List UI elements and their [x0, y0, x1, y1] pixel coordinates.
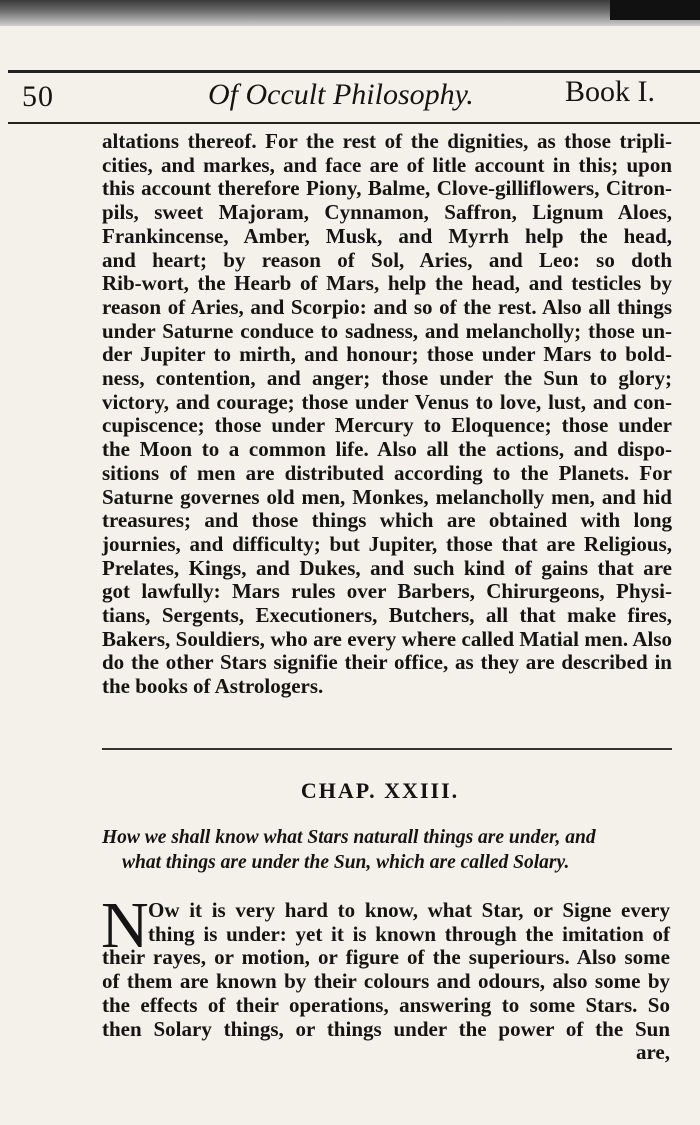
text-line: pils, sweet Majoram, Cynnamon, Saffron, Lignum Aloes,	[102, 200, 672, 225]
chapter-title: CHAP. XXIII.	[300, 778, 460, 803]
chapter-summary	[102, 825, 672, 875]
text-line: Ow it is very hard to know, what Star, or Signe every	[148, 898, 670, 922]
text-line: cities, and markes, and face are of litle account in this; upon	[102, 152, 672, 177]
summary-line: How we shall know what Stars naturall things are under, and	[102, 827, 596, 848]
text-line: treasures; and those things which are obtained with long	[102, 508, 672, 533]
drop-cap: N	[101, 889, 149, 962]
text-line: cupiscence; those under Mercury to Eloquence; those under	[102, 413, 672, 438]
chapter-paragraph	[102, 899, 670, 1065]
text-line: der Jupiter to mirth, and honour; those under Mars to bold-	[102, 342, 672, 367]
text-line: Rib-wort, the Hearb of Mars, help the head, and testicles by	[102, 271, 672, 296]
text-line: then Solary things, or things under the power of the Sun	[102, 1016, 670, 1041]
text-line: of them are known by their colours and odours, also some by	[102, 969, 670, 994]
text-line: victory, and courage; those under Venus to love, lust, and con-	[102, 389, 672, 414]
text-line: got lawfully: Mars rules over Barbers, Chirurgeons, Physi-	[102, 579, 672, 604]
text-line: do the other Stars signifie their office, as they are described in	[102, 650, 672, 675]
text-line: and heart; by reason of Sol, Aries, and Leo: so doth	[102, 247, 672, 272]
scan-shadow	[610, 0, 700, 20]
text-line: Frankincense, Amber, Musk, and Myrrh help the head,	[102, 223, 672, 248]
running-title: Of Occult Philosophy.	[208, 78, 474, 111]
text-line: tians, Sergents, Executioners, Butchers, all that make fires,	[102, 603, 672, 628]
text-line: the Moon to a common life. Also all the actions, and dispo-	[102, 437, 672, 462]
text-line: under Saturne conduce to sadness, and melancholly; those un-	[102, 318, 672, 343]
text-line: altations thereof. For the rest of the dignities, as those tripli-	[102, 129, 672, 153]
text-line: thing is under: yet it is known through the imitation of	[148, 921, 670, 946]
text-line: ness, contention, and anger; those under the Sun to glory;	[102, 366, 672, 391]
text-line: Bakers, Souldiers, who are every where called Matial men. Also	[102, 626, 672, 651]
book-label: Book I.	[565, 75, 655, 108]
summary-line: what things are under the Sun, which are called Solary.	[122, 852, 570, 873]
text-line: journies, and difficulty; but Jupiter, those that are Religious,	[102, 531, 672, 556]
page-top-edge	[0, 0, 700, 26]
text-line: this account therefore Piony, Balme, Clove-gilliflowers, Citron-	[102, 176, 672, 201]
text-line: reason of Aries, and Scorpio: and so of the rest. Also all things	[102, 294, 672, 319]
section-divider	[102, 748, 672, 750]
text-line: the effects of their operations, answering to some Stars. So	[102, 992, 670, 1017]
header-rule-bottom	[8, 122, 700, 124]
body-paragraph	[102, 130, 672, 699]
text-line: Prelates, Kings, and Dukes, and such kind of gains that are	[102, 555, 672, 580]
text-line: their rayes, or motion, or figure of the superiours. Also some	[102, 945, 670, 970]
page-number: 50	[22, 80, 54, 113]
text-line: sitions of men are distributed according to the Planets. For	[102, 460, 672, 485]
header-rule-top	[8, 70, 700, 73]
text-line: the books of Astrologers.	[102, 674, 324, 699]
text-line: Saturne governes old men, Monkes, melancholly men, and hid	[102, 484, 672, 509]
catchword: are,	[635, 1040, 670, 1065]
